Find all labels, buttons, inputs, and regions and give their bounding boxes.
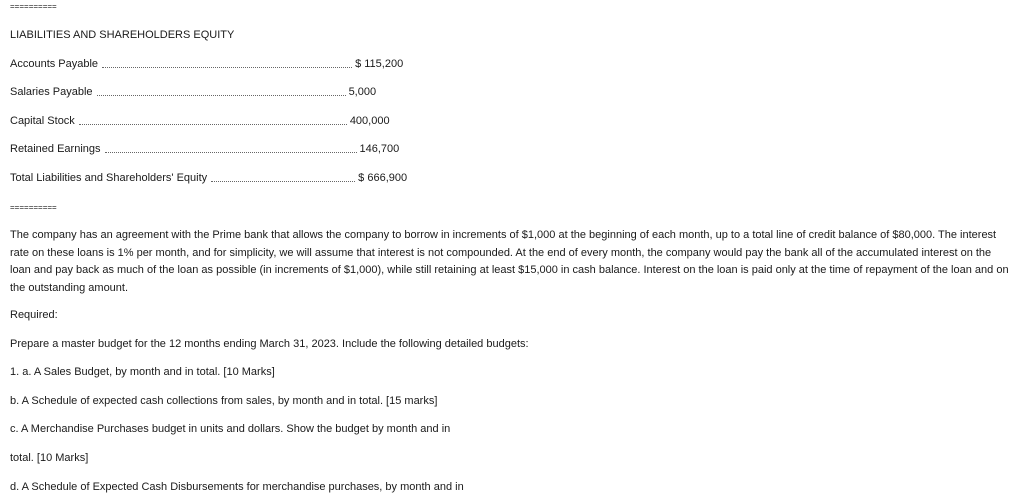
row-label: Capital Stock — [10, 115, 75, 127]
balance-row-capital-stock — [10, 115, 390, 128]
row-label: Salaries Payable — [10, 86, 93, 98]
credit-agreement-paragraph: The company has an agreement with the Prime bank that allows the company to borrow in increments of $1,000 at the beginning of each month, up to a total line of credit balance of $80,000. The interest rate on these loans is 1% per month, and for simplicity, we will assume that interest is not compounded. At the end of every month, the company would pay the bank all of the accumulated interest on the loan and pay back as much of the loan as possible (in increments of $1,000), while still retaining at least $15,000 in cash balance. Interest on the loan is paid only at the time of repayment of the loan and on the outstanding amount. — [10, 229, 1009, 294]
leader-dots — [211, 172, 355, 182]
leader-dots — [105, 143, 357, 153]
requirement-item: 1. a. A Sales Budget, by month and in total. [10 Marks] — [10, 366, 275, 378]
balance-row-accounts-payable — [10, 58, 403, 71]
row-label: Retained Earnings — [10, 143, 101, 155]
balance-row-salaries-payable — [10, 86, 376, 99]
requirement-item: total. [10 Marks] — [10, 452, 89, 464]
required-label: Required: — [10, 309, 58, 321]
requirement-item: d. A Schedule of Expected Cash Disbursements for merchandise purchases, by month and in — [10, 481, 464, 493]
row-value: $ 666,900 — [358, 172, 408, 184]
row-value: 5,000 — [348, 86, 377, 98]
section-heading: LIABILITIES AND SHAREHOLDERS EQUITY — [10, 29, 235, 41]
instruction-text: Prepare a master budget for the 12 months ending March 31, 2023. Include the following detailed budgets: — [10, 338, 529, 350]
separator-top: ========== — [10, 2, 57, 11]
balance-row-total — [10, 172, 407, 185]
row-value: $ 115,200 — [355, 58, 404, 70]
leader-dots — [97, 86, 346, 96]
balance-row-retained-earnings — [10, 143, 399, 156]
separator-middle: ========== — [10, 203, 57, 212]
row-value: 146,700 — [359, 143, 400, 155]
requirement-item: c. A Merchandise Purchases budget in units and dollars. Show the budget by month and in — [10, 423, 451, 435]
row-value: 400,000 — [349, 115, 390, 127]
row-label: Accounts Payable — [10, 58, 99, 70]
leader-dots — [102, 58, 352, 68]
row-label: Total Liabilities and Shareholders' Equity — [10, 172, 208, 184]
leader-dots — [79, 115, 347, 125]
requirement-item: b. A Schedule of expected cash collections from sales, by month and in total. [15 marks] — [10, 395, 438, 407]
